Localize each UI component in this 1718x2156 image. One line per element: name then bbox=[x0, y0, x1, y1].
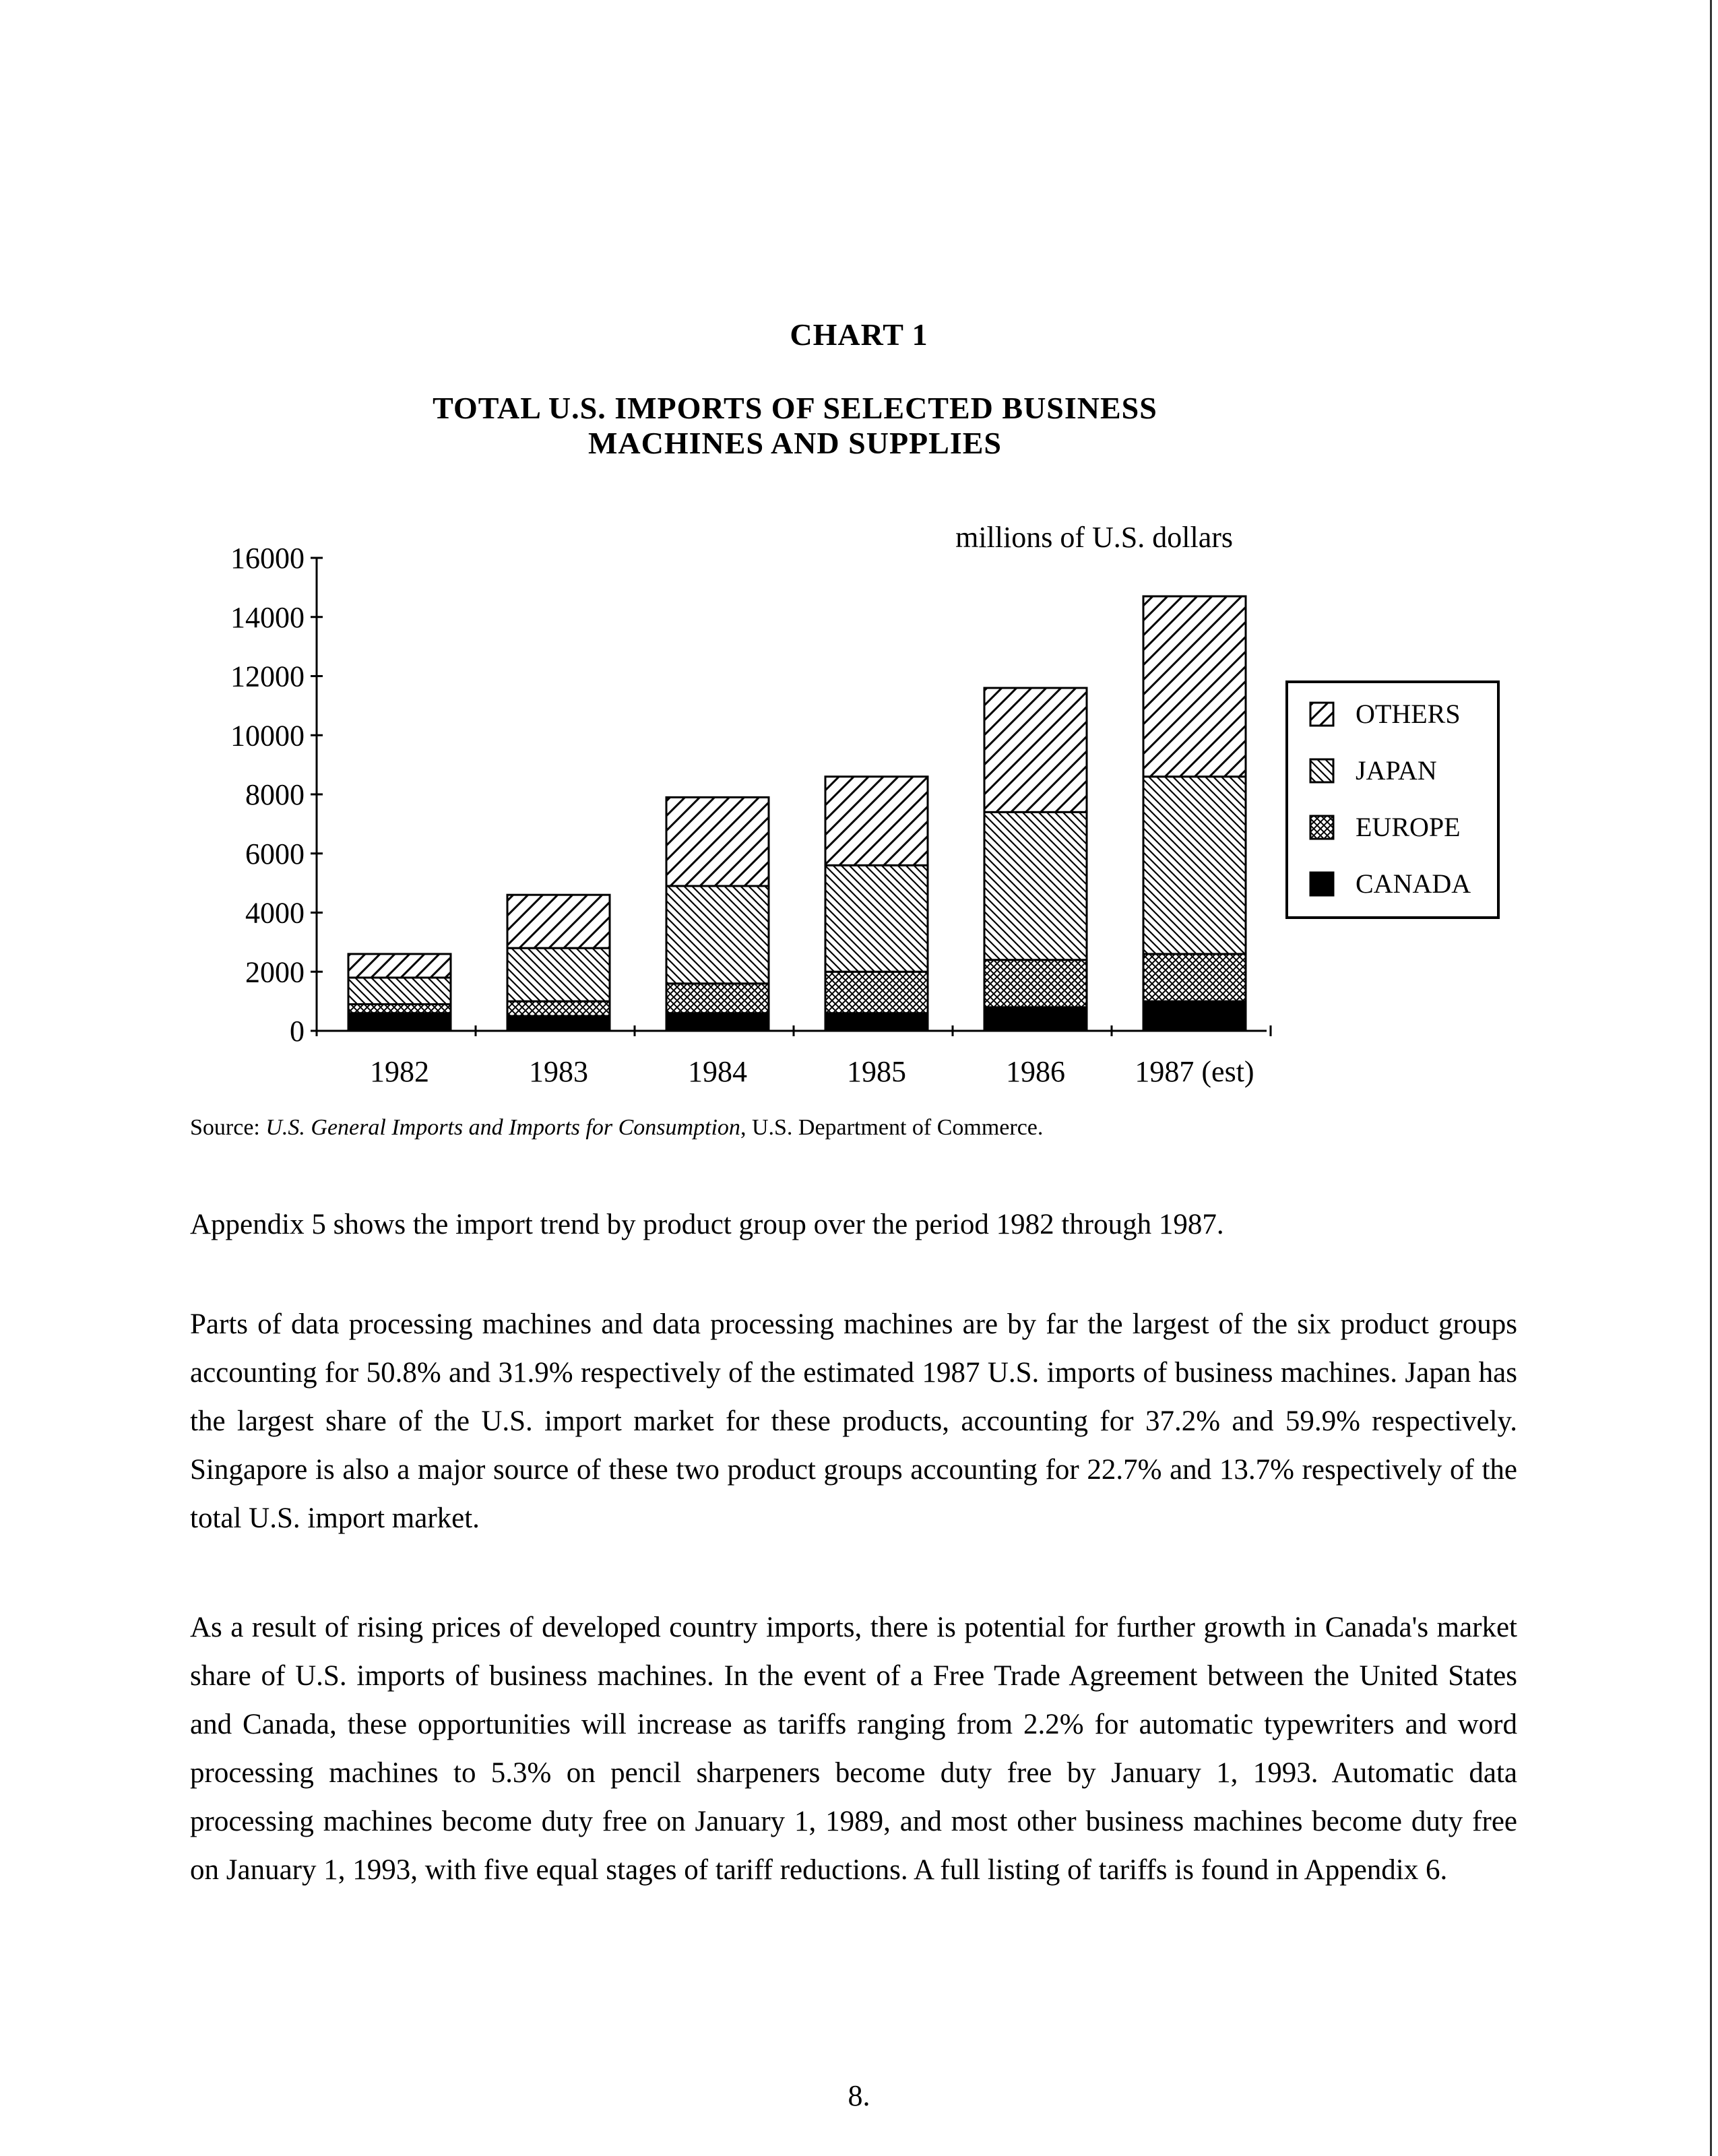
bar-segment-europe bbox=[1143, 954, 1246, 1001]
bar-segment-others bbox=[1143, 596, 1246, 777]
bar-segment-europe bbox=[348, 1005, 451, 1013]
bar-segment-europe bbox=[984, 960, 1087, 1007]
legend-swatch-japan bbox=[1310, 759, 1333, 782]
page-number: 8. bbox=[848, 2079, 870, 2112]
source-note bbox=[190, 1115, 1043, 1141]
bar-segment-canada bbox=[1143, 1001, 1246, 1031]
bar-segment-others bbox=[348, 954, 451, 978]
y-tick-label: 8000 bbox=[245, 778, 305, 811]
bar-segment-others bbox=[507, 895, 610, 948]
bar-segment-others bbox=[666, 797, 769, 886]
y-tick-label: 2000 bbox=[245, 955, 305, 989]
source-suffix: , U.S. Department of Commerce. bbox=[740, 1115, 1044, 1140]
legend-swatch-europe bbox=[1310, 816, 1333, 839]
bars-group bbox=[348, 596, 1246, 1031]
paragraph-1: Appendix 5 shows the import trend by product group over the period 1982 through 1987. bbox=[190, 1209, 1224, 1240]
bar-segment-others bbox=[825, 777, 928, 866]
x-category-label: 1982 bbox=[370, 1055, 429, 1088]
y-tick-label: 12000 bbox=[230, 660, 305, 693]
chart-label: CHART 1 bbox=[790, 317, 928, 352]
bar-segment-japan bbox=[825, 865, 928, 972]
bar-segment-europe bbox=[825, 972, 928, 1013]
unit-label: millions of U.S. dollars bbox=[955, 521, 1233, 554]
y-tick-label: 16000 bbox=[230, 542, 305, 575]
bar-segment-canada bbox=[348, 1013, 451, 1031]
x-category-label: 1986 bbox=[1006, 1055, 1065, 1088]
legend-label-others: OTHERS bbox=[1356, 699, 1461, 729]
bar-segment-japan bbox=[1143, 777, 1246, 954]
bar-segment-canada bbox=[984, 1007, 1087, 1031]
x-category-label: 1984 bbox=[688, 1055, 747, 1088]
y-tick-label: 6000 bbox=[245, 837, 305, 870]
x-category-label: 1983 bbox=[529, 1055, 588, 1088]
bar-segment-europe bbox=[507, 1001, 610, 1016]
bar-segment-europe bbox=[666, 984, 769, 1013]
chart-title-line-2: MACHINES AND SUPPLIES bbox=[588, 426, 1002, 460]
x-category-label: 1985 bbox=[847, 1055, 906, 1088]
source-title: U.S. General Imports and Imports for Consumption bbox=[265, 1115, 740, 1140]
y-axis-group bbox=[311, 558, 1271, 1036]
legend-label-europe: EUROPE bbox=[1356, 812, 1461, 842]
bar-segment-japan bbox=[984, 812, 1087, 959]
paragraph-3: As a result of rising prices of developed country imports, there is potential for further growth in Canada's market share of U.S. imports of business machines. In the event of a Free Trade Agreement between the United States and Canada, these opportunities will increase as tariffs ranging from 2.2% for automatic typewriters and word processing machines to 5.3% on pencil sharpeners become duty free by January 1, 1993. Automatic data processing machines become duty free on January 1, 1989, and most other business machines become duty free on January 1, 1993, with five equal stages of tariff reductions. A full listing of tariffs is found in Appendix 6. bbox=[190, 1612, 1517, 1886]
legend bbox=[1287, 682, 1498, 918]
legend-swatch-others bbox=[1310, 703, 1333, 726]
chart-title-line-1: TOTAL U.S. IMPORTS OF SELECTED BUSINESS bbox=[433, 391, 1157, 425]
bar-segment-japan bbox=[666, 886, 769, 984]
y-tick-label: 10000 bbox=[230, 719, 305, 753]
x-category-label: 1987 (est) bbox=[1135, 1055, 1254, 1088]
source-prefix: Source: bbox=[190, 1115, 266, 1140]
bar-segment-japan bbox=[507, 948, 610, 1001]
legend-label-canada: CANADA bbox=[1356, 868, 1471, 899]
legend-swatch-canada bbox=[1310, 873, 1333, 895]
bar-segment-canada bbox=[507, 1016, 610, 1031]
y-tick-label: 4000 bbox=[245, 896, 305, 930]
bar-segment-canada bbox=[666, 1013, 769, 1031]
bar-segment-canada bbox=[825, 1013, 928, 1031]
legend-label-japan: JAPAN bbox=[1356, 755, 1437, 786]
y-tick-label: 14000 bbox=[230, 600, 305, 634]
bar-segment-japan bbox=[348, 978, 451, 1004]
paragraph-2: Parts of data processing machines and data processing machines are by far the largest of the six product groups accounting for 50.8% and 31.9% respectively of the estimated 1987 U.S. imports of business machines. Japan has the largest share of the U.S. import market for these products, accounting for 37.2% and 59.9% respectively. Singapore is also a major source of these two product groups accounting for 22.7% and 13.7% respectively of the total U.S. import market. bbox=[190, 1308, 1517, 1534]
y-tick-label: 0 bbox=[290, 1015, 305, 1048]
bar-segment-others bbox=[984, 688, 1087, 812]
